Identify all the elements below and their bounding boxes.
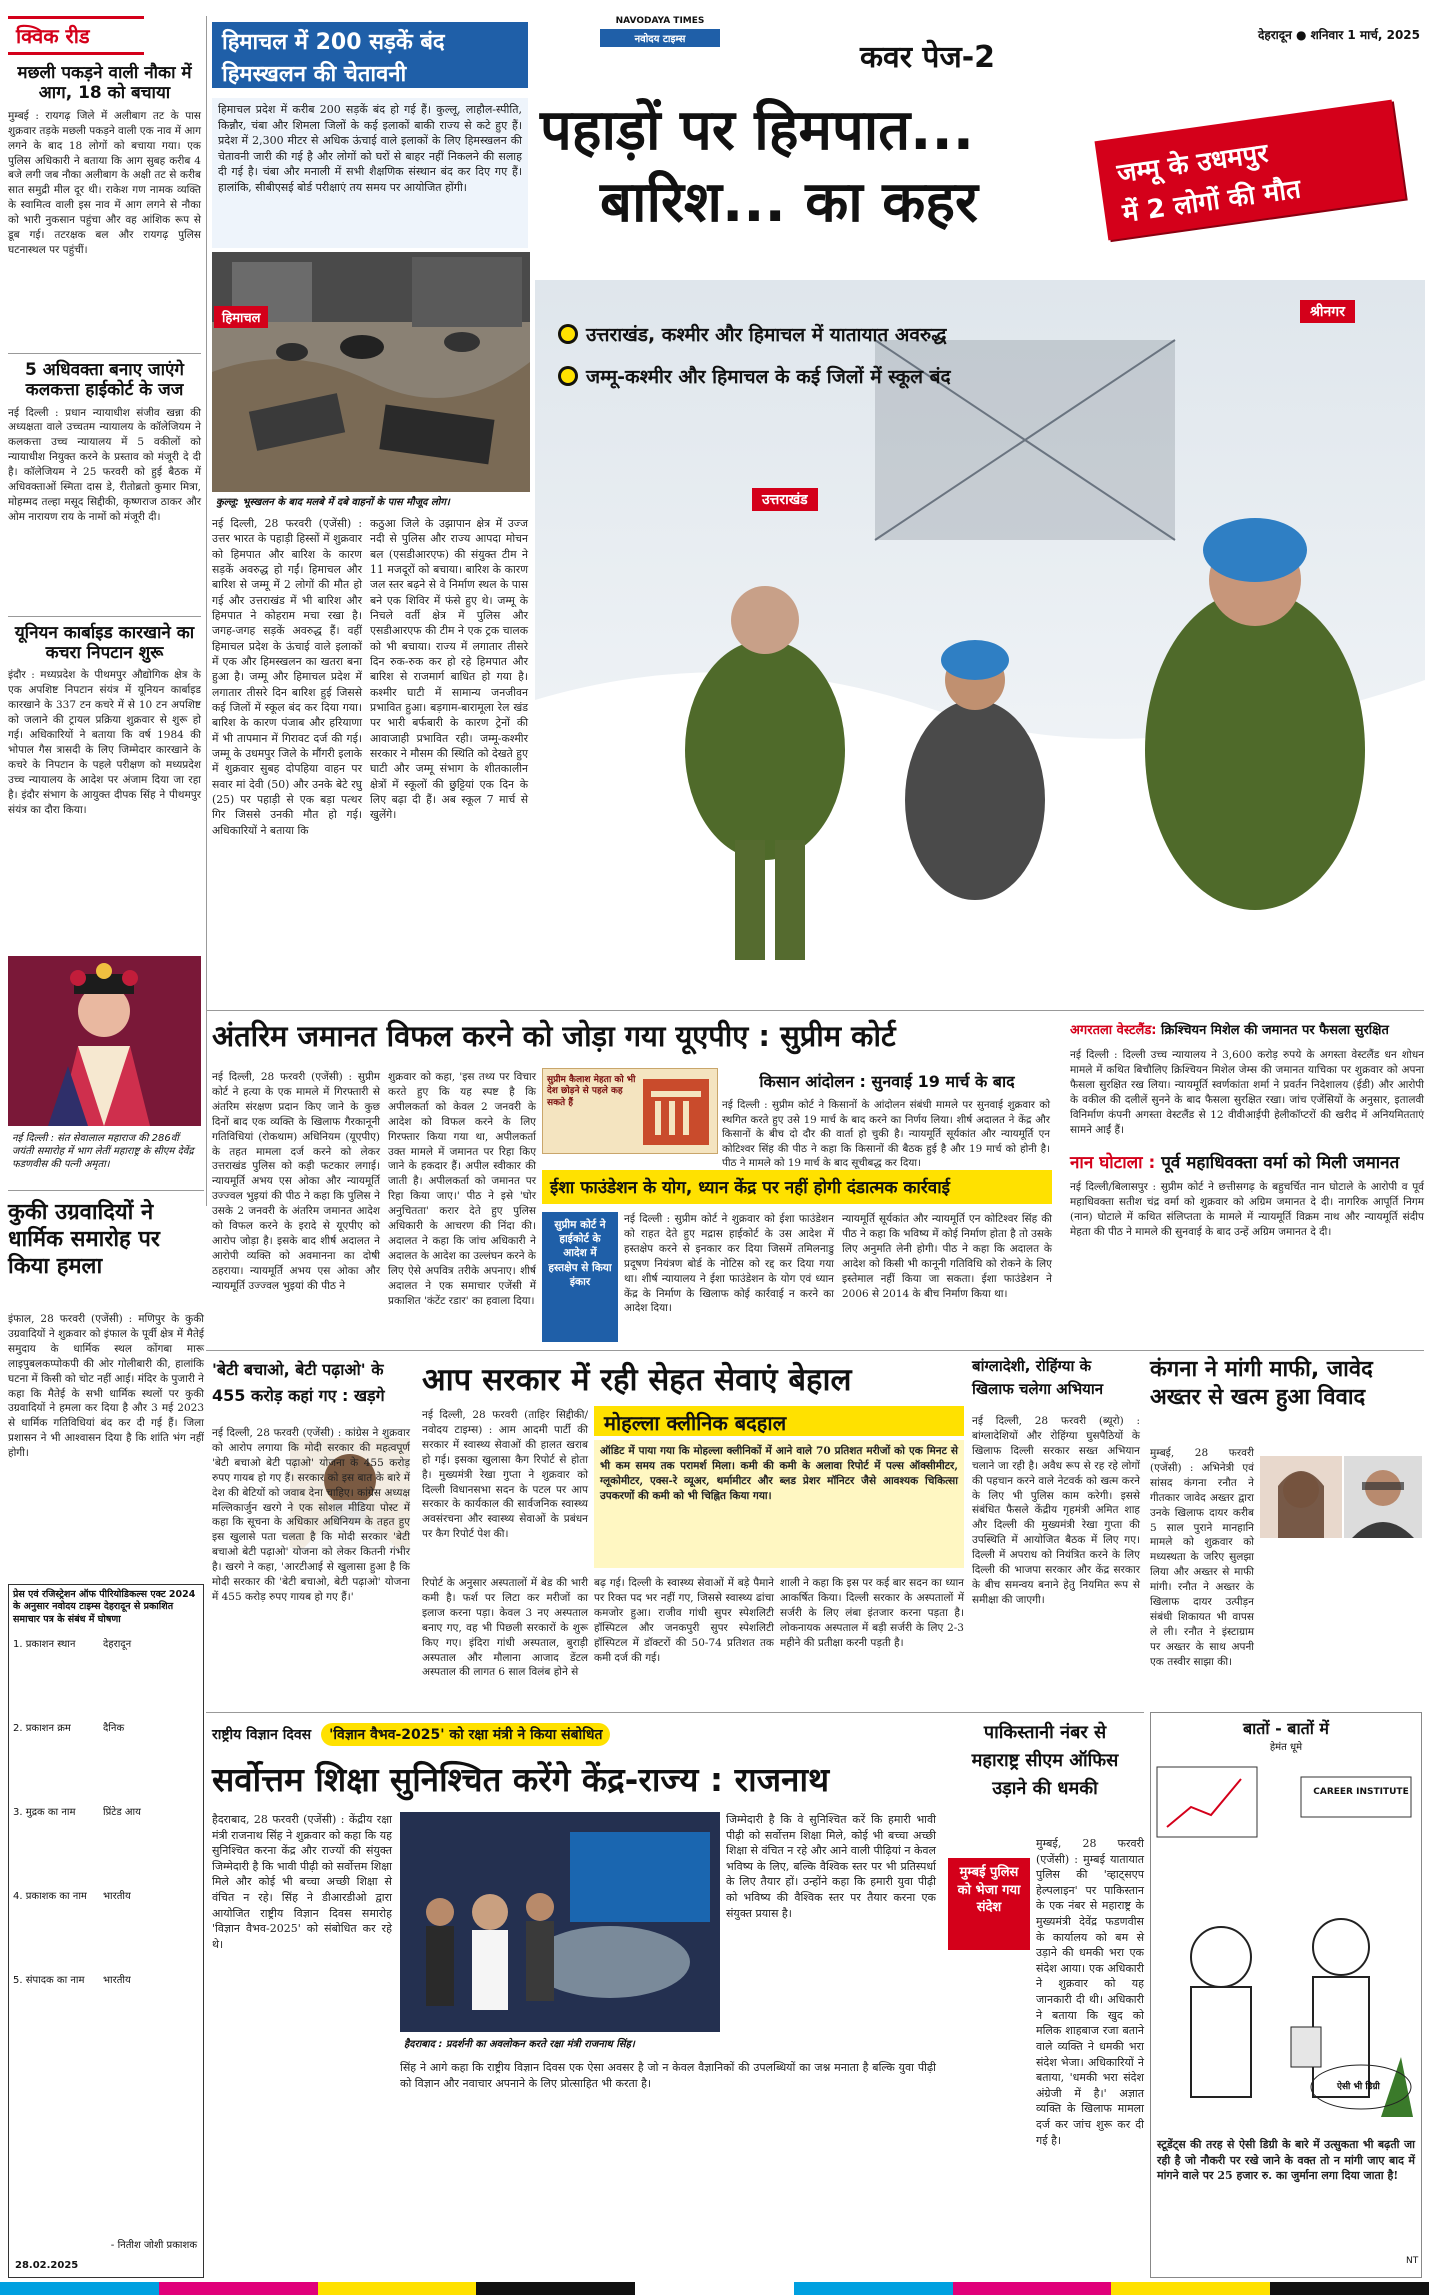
rajnath-body-col1: हैदराबाद, 28 फरवरी (एजेंसी) : केंद्रीय रक्षा मंत्री राजनाथ सिंह ने शुक्रवार को कहा कि यह सुनिश्चित करना केंद्र और राज्यों की संयुक्त जिम्मेदारी है कि भावी पीढ़ी को सर्वोत्तम शिक्षा मिले और कोई भी बच्चा अच्छी शिक्षा से वंचित न रहे। सिंह ने डीआरडीओ द्वारा आयोजित राष्ट्रीय विज्ञान दिवस समारोह 'विज्ञान वैभव-2025' को संबोधित कर रहे थे।	[212, 1813, 392, 1951]
bangladeshi-body: नई दिल्ली, 28 फरवरी (ब्यूरो) : बांग्लादेशियों और रोहिंग्या घुसपैठियों के खिलाफ दिल्ली सरकार सख्त अभियान चलाने जा रही है। अवैध रूप से रह रहे लोगों की पहचान करने वाले नेटवर्क को खत्म करने के लिए भी पुलिस काम करेगी। इससे संबंधित फैसले केंद्रीय गृहमंत्री अमित शाह और दिल्ली की मुख्यमंत्री रेखा गुप्ता की उपस्थिति में आयोजित बैठक में लिए गए। दिल्ली में अपराध को नियंत्रित करने के लिए दिल्ली की भाजपा सरकार और केंद्र सरकार के बीच समन्वय बनाने हेतु नियमित रूप से समीक्षा की जाएगी।	[972, 1415, 1140, 1606]
death-banner-line1: जम्मू के उधमपुर	[1115, 138, 1270, 190]
masthead-hindi: नवोदय टाइम्स	[600, 29, 720, 47]
cartoon-title: बातों - बातों में	[1242, 1719, 1329, 1738]
agartala-tag: अगरतला वेस्टलैंड:	[1070, 1023, 1157, 1038]
section-tag: क्विक रीड	[8, 16, 144, 55]
himachal-headline-1: हिमाचल में 200 सड़कें बंद	[222, 30, 445, 55]
himachal-headline-2: हिमस्खलन की चेतावनी	[222, 62, 407, 87]
himachal-photo-graphic	[212, 252, 530, 492]
uttarakhand-label: उत्तराखंड	[752, 488, 818, 511]
mohalla-body-col2: रिपोर्ट के अनुसार अस्पतालों में बेड की भारी कमी है। फर्श पर लिटा कर मरीजों का इलाज करना पड़ा। केवल 3 नए अस्पताल बनाए गए, वह भी पिछली सरकारों के शुरू किए गए। इंदिरा गांधी अस्पताल, बुराड़ी अस्पताल और मौलाना आजाद डेंटल अस्पताल की लागत 6 साल विलंब होने से	[422, 1577, 588, 1679]
nan-body: नई दिल्ली/बिलासपुर : सुप्रीम कोर्ट ने छत्तीसगढ़ के बहुचर्चित नान घोटाले के आरोपी व पूर्व महाधिवक्ता सतीश चंद्र वर्मा को शुक्रवार को अग्रिम जमानत दे दी। नागरिक आपूर्ति निगम (नान) घोटाले में कथित संलिप्तता के मामले में न्यायमूर्ति विक्रम नाथ और न्यायमूर्ति संदीप मेहता की पीठ ने मामले की सुनवाई के बाद उन्हें अग्रिम जमानत दे दी।	[1070, 1181, 1424, 1238]
quick-item-body: मुम्बई : रायगढ़ जिले में अलीबाग तट के पास शुक्रवार तड़के मछली पकड़ने वाली एक नाव में आग लगने के बाद 18 लोगों को बचाया गया। एक पुलिस अधिकारी ने बताया कि आग सुबह करीब 4 बजे लगी जब नौका अलीबाग के अक्षी तट से करीब सात समुद्री मील दूर थी। राकेश गण नामक व्यक्ति के स्वामित्व वाली इस नाव में आग लगने से नौका को भारी नुकसान पहुंचा और वह आंशिक रूप से डूब गई। तटरक्षक बल और रायगढ़ पुलिस घटनास्थल पर पहुंचीं।	[8, 109, 201, 256]
cartoon-caption: स्टूडेंट्स की तरह से ऐसी डिग्री के बारे में उत्सुकता भी बढ़ती जा रही है जो नौकरी पर रखे जाने के वक्त तो न मांगी जाए बाद में मांगने वाले पर 25 हजार रु. का जुर्माना लगा दिया जाता है!	[1157, 2138, 1415, 2183]
notice-box	[8, 1584, 204, 2278]
kisan-body: नई दिल्ली : सुप्रीम कोर्ट ने किसानों के आंदोलन संबंधी मामले पर सुनवाई शुक्रवार को स्थगित करते हुए उसे 19 मार्च के बाद करने का निर्णय लिया। शीर्ष अदालत ने केंद्र और किसानों के बीच दो दौर की वार्ता हो चुकी है। न्यायमूर्ति सूर्यकांत और न्यायमूर्ति एन कोटिश्वर सिंह की पीठ ने कहा कि किसानों की बैठक हुई है और 19 मार्च को होनी है। पीठ ने मामले को 19 मार्च के बाद सूचीबद्ध कर दिया।	[722, 1099, 1050, 1170]
mohalla-body-col1: नई दिल्ली, 28 फरवरी (ताहिर सिद्दीकी/नवोदय टाइम्स) : आम आदमी पार्टी की सरकार में स्वास्थ्य सेवाओं की हालत खराब हो गई। इसका खुलासा कैग रिपोर्ट से होता है। मुख्यमंत्री रेखा गुप्ता ने शुक्रवार को दिल्ली विधानसभा सदन के पटल पर आप सरकार के कार्यकाल की सार्वजनिक स्वास्थ्य अवसंरचना और स्वास्थ्य सेवाओं के प्रबंधन पर कैग रिपोर्ट पेश की।	[422, 1409, 588, 1541]
rajnath-body-col3: सिंह ने आगे कहा कि राष्ट्रीय विज्ञान दिवस एक ऐसा अवसर है जो न केवल वैज्ञानिकों की उपलब्धियों का जश्न मनाता है बल्कि युवा पीढ़ी को विज्ञान और नवाचार अपनाने के लिए प्रोत्साहित भी करता है।	[400, 2061, 936, 2090]
quick-read-column	[8, 16, 201, 1126]
cartoon-credit: हेमंत धूमे	[1269, 1742, 1303, 1753]
pak-body: मुम्बई, 28 फरवरी (एजेंसी) : मुम्बई यातायात पुलिस की 'व्हाट्सएप हेल्पलाइन' पर पाकिस्तान के एक नंबर से महाराष्ट्र के मुख्यमंत्री देवेंद्र फडणवीस के कार्यालय को बम से उड़ाने की धमकी भरा एक संदेश आया। एक अधिकारी ने शुक्रवार को यह जानकारी दी थी। अधिकारी ने बताया कि खुद को मलिक शाहबाज रजा बताने वाले व्यक्ति ने धमकी भरा संदेश भेजा। अधिकारियों ने बताया, 'धमकी भरा संदेश अंग्रेजी में है।' अज्ञात व्यक्ति के खिलाफ मामला दर्ज कर जांच शुरू कर दी गई है।	[1036, 1837, 1144, 2147]
agartala-body: नई दिल्ली : दिल्ली उच्च न्यायालय ने 3,600 करोड़ रुपये के अगस्ता वेस्टलैंड धन शोधन मामले में कथित बिचौलिए क्रिश्चियन मिशेल जेम्स की जमानत याचिका पर शुक्रवार को अपना फैसला सुरक्षित रख लिया। न्यायमूर्ति स्वर्णकांता शर्मा ने प्रवर्तन निदेशालय (ईडी) और आरोपी के वकील की दलीलें सुनने के बाद फैसला सुरक्षित रखा। जांच एजेंसियों के अनुसार, इतालवी विनिर्माण कंपनी अगस्ता वेस्टलैंड से 12 वीवीआईपी हेलीकॉप्टरों की खरीद में अनियमितताएं सामने आईं हैं।	[1070, 1049, 1424, 1136]
cartoon-panel	[1150, 1712, 1422, 2278]
rajnath-headline: सर्वोत्तम शिक्षा सुनिश्चित करेंगे केंद्र-राज्य : राजनाथ	[212, 1760, 830, 1799]
beti-headline-2: 455 करोड़ कहां गए : खड़गे	[212, 1386, 385, 1405]
bullet-dot-icon	[558, 324, 578, 344]
kuki-body: इंफाल, 28 फरवरी (एजेंसी) : मणिपुर के कुकी उग्रवादियों ने शुक्रवार को इंफाल के पूर्वी क्षेत्र में मैतेई समुदाय के धार्मिक स्थल कोंगबा मारू लाइपुबलकप्पोकपी की ओर गोलीबारी की, हालांकि घटना में किसी को चोट नहीं आई। मंदिर के पुजारी ने कहा कि मैतेई के सभी धार्मिक स्थलों पर कुकी उग्रवादियों ने हमला कर दिया है और 3 मई 2023 से धार्मिक गतिविधियां बंद कर दी गई हैं। जिला प्रशासन ने भी आश्वासन दिया है कि शांति भंग नहीं होगी।	[8, 1313, 204, 1460]
isha-body-col2: न्यायमूर्ति सूर्यकांत और न्यायमूर्ति एन कोटिश्वर सिंह की पीठ ने कहा कि भविष्य में कोई निर्माण होता है तो उसके लिए अनुमति लेनी होगी। पीठ ने कहा कि अदालत के आदेश को किसी भी कानूनी गतिविधि को रोकने के लिए इस्तेमाल नहीं किया जा सकता। ईशा फाउंडेशन ने 2006 से 2014 के बीच निर्माण किया था।	[842, 1213, 1052, 1300]
himachal-body: हिमाचल प्रदेश में करीब 200 सड़कें बंद हो गई हैं। कुल्लू, लाहौल-स्पीति, किन्नौर, चंबा और शिमला जिलों के कई इलाकों बाकी राज्य से कटे हुए हैं। प्रदेश में 2,300 मीटर से अधिक ऊंचाई वाले इलाकों के लिए हिमस्खलन की चेतावनी जारी की गई है और लोगों को घरों से बाहर नहीं निकलने की सलाह दी गई है। चंबा और मनाली में सभी शैक्षणिक संस्थान बंद कर दिए गए हैं। हालांकि, सीबीएसई बोर्ड परीक्षाएं तय समय पर आयोजित होंगी।	[212, 98, 528, 248]
mohalla-body-col3: बढ़ गई। दिल्ली के स्वास्थ्य सेवाओं में बड़े पैमाने पर रिक्त पद भर नहीं गए, जिससे स्वास्थ्य ढांचा कमजोर हुआ। राजीव गांधी सुपर स्पेशलिटी हॉस्पिटल और जनकपुरी सुपर स्पेशलिटी हॉस्पिटल में डॉक्टरों की 50-74 प्रतिशत तक कमी दर्ज की गई।	[594, 1577, 774, 1664]
cartoon-speech: ऐसी भी डिग्री	[1337, 2082, 1380, 2092]
sc-body-col1: नई दिल्ली, 28 फरवरी (एजेंसी) : सुप्रीम कोर्ट ने हत्या के एक मामले में गिरफ्तारी से अंतरिम संरक्षण प्रदान किए जाने के कुछ दिनों बाद एक व्यक्ति के खिलाफ गैरकानूनी गतिविधियां (रोकथाम) अधिनियम (यूएपीए) के तहत मामला दर्ज करने को लेकर उत्तराखंड पुलिस को कड़ी फटकार लगाई। न्यायमूर्ति अभय एस ओका और न्यायमूर्ति उज्ज्वल भुइयां की पीठ ने कहा कि पुलिस ने उसके 2 जनवरी के अंतरिम जमानत आदेश को विफल करने के इरादे से यूएपीए को आरोप जोड़ा है। इसके बाद शीर्ष अदालत ने आरोपी व्यक्ति को अवमानना का दोषी ठहराया। न्यायमूर्ति अभय एस ओका और न्यायमूर्ति उज्ज्वल भुइयां की पीठ ने	[212, 1071, 380, 1292]
nan-tag: नान घोटाला :	[1070, 1153, 1156, 1173]
bangladeshi-headline	[972, 1356, 1142, 1408]
nan-head	[1070, 1150, 1424, 1176]
quick-item-3	[8, 623, 201, 937]
javed-photo	[1344, 1456, 1422, 1538]
quick-item-title: यूनियन कार्बाइड कारखाने का कचरा निपटान शुरू	[14, 622, 195, 663]
kangana-photo	[1260, 1456, 1342, 1538]
agartala-head	[1070, 1020, 1424, 1044]
notice-rows	[13, 1636, 199, 1986]
mohalla-subhead: मोहल्ला क्लीनिक बदहाल	[604, 1411, 787, 1435]
ramp-photo-graphic	[8, 956, 201, 1126]
pak-headline-3: उड़ाने की धमकी	[992, 1778, 1098, 1799]
dateline: देहरादून ● शनिवार 1 मार्च, 2025	[1258, 28, 1420, 42]
masthead-english: NAVODAYA TIMES	[615, 16, 705, 26]
quick-item-title: 5 अधिवक्ता बनाए जाएंगे कलकत्ता हाईकोर्ट के जज	[24, 359, 185, 401]
isha-headline: ईशा फाउंडेशन के योग, ध्यान केंद्र पर नहीं होगी दंडात्मक कार्रवाई	[550, 1178, 950, 1198]
himachal-headline-box	[212, 22, 528, 88]
sc-headline: अंतरिम जमानत विफल करने को जोड़ा गया यूएपीए : सुप्रीम कोर्ट	[212, 1019, 896, 1053]
death-banner-line2: में 2 लोगों की मौत	[1120, 174, 1303, 229]
footer-code: NT	[1406, 2256, 1419, 2266]
sc-body-col2: शुक्रवार को कहा, 'इस तथ्य पर विचार करते हुए कि यह स्पष्ट है कि अपीलकर्ता को केवल 2 जनवरी के आदेश को विफल करने के लिए गिरफ्तार किया गया था, अपीलकर्ता उक्त मामले में जमानत पर रिहा किए जाने के हकदार हैं। अपील स्वीकार की जाती है। अपीलकर्ता को जमानत पर रिहा किया जाए।' पीठ ने इसे 'घोर अनुचितता' करार देते हुए पुलिस अधिकारी के आचरण की निंदा की। अदालत ने कहा कि जांच अधिकारी ने अदालत के आदेश का उल्लंघन करने के लिए ऐसे अपवित्र तरीके अपनाए। शीर्ष अदालत ने एक समाचार एजेंसी में प्रकाशित 'कंटेंट रडार' का हवाला दिया।	[388, 1071, 536, 1307]
pak-headline-2: महाराष्ट्र सीएम ऑफिस	[971, 1750, 1119, 1771]
himachal-photo	[212, 252, 530, 492]
kisan-headline: किसान आंदोलन : सुनवाई 19 मार्च के बाद	[759, 1072, 1015, 1091]
ramp-photo	[8, 956, 201, 1126]
kuki-headline: कुकी उग्रवादियों ने धार्मिक समारोह पर किया हमला	[8, 1200, 160, 1279]
mohalla-body-col4: शाली ने कहा कि इस पर कई बार सदन का ध्यान आकर्षित किया। दिल्ली सरकार के अस्पतालों में सर्जरी के लिए लंबा इंतजार करना पड़ता है। लोकनायक अस्पताल में बड़ी सर्जरी के लिए 2-3 महीने की प्रतीक्षा करनी पड़ती है।	[780, 1577, 964, 1649]
bullet-text: जम्मू-कश्मीर और हिमाचल के कई जिलों में स्कूल बंद	[586, 366, 951, 388]
notice-row: 1. प्रकाशन स्थान देहरादून	[13, 1639, 132, 1651]
vigyan-tag: 'विज्ञान वैभव-2025' को रक्षा मंत्री ने किया संबोधित	[321, 1723, 610, 1746]
pak-headline	[946, 1720, 1144, 1830]
sc-inset-text: सुप्रीम कैलाश मेहता को भी देश छोड़ने से पहले कह सकते हैं	[547, 1075, 636, 1108]
page-label: कवर पेज-2	[860, 40, 996, 75]
javed-portrait	[1344, 1456, 1422, 1538]
kangana-portrait	[1260, 1456, 1342, 1538]
lead-headline	[540, 100, 1100, 290]
notice-row: 3. मुद्रक का नाम प्रिंटेड आय	[13, 1807, 141, 1819]
notice-title: प्रेस एवं रजिस्ट्रेशन ऑफ पीरियोडिकल्स एक्ट 2024 के अनुसार नवोदय टाइम्स देहरादून से प्रकाशित समाचार पत्र के संबंध में घोषणा	[13, 1589, 196, 1625]
ramp-photo-caption: नई दिल्ली : संत सेवालाल महाराज की 286वीं जयंती समारोह में भाग लेतीं महाराष्ट्र के सीएम देवेंद्र फडणवीस की पत्नी अमृता।	[8, 1130, 201, 1182]
mohalla-headline: आप सरकार में रही सेहत सेवाएं बेहाल	[422, 1362, 852, 1398]
bangladeshi-headline-1: बांग्लादेशी, रोहिंग्या के	[972, 1357, 1092, 1375]
mohalla-subhead-box	[594, 1406, 964, 1436]
beti-body: नई दिल्ली, 28 फरवरी (एजेंसी) : कांग्रेस ने शुक्रवार को आरोप लगाया कि मोदी सरकार की महत्वपूर्ण 'बेटी बचाओ बेटी पढ़ाओ' योजना के 455 करोड़ रुपए गायब हो गए हैं। सरकार को इस बात के बारे में देश की बेटियों को जवाब देना चाहिए। कांग्रेस अध्यक्ष मल्लिकार्जुन खरगे ने एक सोशल मीडिया पोस्ट में कहा कि सूचना के अधिकार अधिनियम के तहत हुए इस खुलासे पता चलता है कि मोदी सरकार 'बेटी बचाओ बेटी पढ़ाओ' योजना को लेकर कितनी गंभीर है। खरगे ने कहा, 'आरटीआई से खुलासा हुआ है कि मोदी सरकार की 'बेटी बचाओ, बेटी पढ़ाओ' योजना में 455 करोड़ रुपए गायब हो गए हैं।'	[212, 1427, 410, 1603]
rajnath-photo	[400, 1812, 720, 2032]
death-banner	[1095, 100, 1406, 241]
footer-strip	[0, 2282, 1429, 2295]
kangana-body: मुम्बई, 28 फरवरी (एजेंसी) : अभिनेत्री एवं सांसद कंगना रनौत ने गीतकार जावेद अख्तर द्वारा उनके खिलाफ दायर करीब 5 साल पुराने मानहानि मामले को शुक्रवार को मध्यस्थता के जरिए सुलझा लिया और अख्तर से माफी मांगी। रनौत ने अख्तर के खिलाफ दायर उत्पीड़न संबंधी शिकायत भी वापस ले ली। रनौत ने इंस्टाग्राम पर अख्तर के साथ अपनी एक तस्वीर साझा की।	[1150, 1447, 1254, 1668]
isha-body-col1: नई दिल्ली : सुप्रीम कोर्ट ने शुक्रवार को ईशा फाउंडेशन को राहत देते हुए मद्रास हाईकोर्ट के उस आदेश में हस्तक्षेप करने से इनकार कर दिया जिसमें तमिलनाडु प्रदूषण नियंत्रण बोर्ड के नोटिस को रद्द कर दिया गया था। शीर्ष न्यायालय ने ईशा फाउंडेशन के योग एवं ध्यान केंद्र के निर्माण के खिलाफ कोई कार्रवाई न करने का आदेश दिया।	[624, 1213, 834, 1315]
beti-headline-1: 'बेटी बचाओ, बेटी पढ़ाओ' के	[212, 1360, 384, 1379]
rajnath-body-col2: जिम्मेदारी है कि वे सुनिश्चित करें कि हमारी भावी पीढ़ी को सर्वोत्तम शिक्षा मिले, कोई भी बच्चा अच्छी शिक्षा से वंचित न रहे और आने वाली पीढ़ियां न केवल भविष्य के लिए, बल्कि वैश्विक स्तर पर भी प्रतिस्पर्धा के लिए तैयार हों। उन्होंने कहा कि हमारी युवा पीढ़ी को भविष्य की वैश्विक स्तर पर तैयार करना एक संयुक्त प्रयास है।	[726, 1813, 936, 1920]
bullet-dot-icon	[558, 366, 578, 386]
agartala-headline: क्रिश्चियन मिशेल की जमानत पर फैसला सुरक्षित	[1161, 1023, 1389, 1038]
himachal-photo-label: हिमाचल	[214, 306, 268, 328]
masthead	[600, 16, 720, 54]
notice-date: 28.02.2025	[15, 2260, 79, 2271]
lead-body-col2: कठुआ जिले के उझापान क्षेत्र में उज्ज नदी से पुलिस और राज्य आपदा मोचन बल (एसडीआरएफ) की संयुक्त टीम ने 11 मजदूरों को बचाया। बारिश के कारण जल स्तर बढ़ने से वे निर्माण स्थल के पास बने एक शिविर में फंसे हुए थे। जम्मू के निचले वर्ती क्षेत्र में पुलिस और एसडीआरएफ की टीम ने एक ट्रक चालक को भी बचाया। राज्य में लगातार तीसरे दिन रुक-रुक कर हो रहे हिमपात और बारिश से राजमार्ग बाधित हो गया है। कश्मीर घाटी में सामान्य जनजीवन प्रभावित हुआ। बड़गाम-बारामूला रेल खंड पर भारी बर्फबारी के कारण ट्रेनों की आवाजाही प्रभावित रही। जम्मू-कश्मीर सरकार ने मौसम की स्थिति को देखते हुए घाटी और जम्मू संभाग के शीतकालीन क्षेत्रों में स्कूलों की छुट्टियां एक दिन के लिए बढ़ा दी हैं। अब स्कूल 7 मार्च से खुलेंगे।	[370, 517, 528, 822]
pak-boxed: मुम्बई पुलिस को भेजा गया संदेश	[948, 1858, 1030, 1950]
science-day-tag: राष्ट्रीय विज्ञान दिवस	[212, 1726, 312, 1743]
isha-headline-box	[542, 1170, 1052, 1204]
quick-item-1	[8, 63, 201, 347]
himachal-photo-caption: कुल्लू: भूस्खलन के बाद मलबे में दबे वाहनों के पास मौजूद लोग।	[212, 492, 530, 510]
lead-body-col1: नई दिल्ली, 28 फरवरी (एजेंसी) : उत्तर भारत के पहाड़ी हिस्सों में शुक्रवार को हिमपात और बारिश के कारण सड़कें अवरुद्ध हो गईं। हिमाचल और बारिश से जम्मू में 2 लोगों की मौत हो गई और उत्तराखंड में भी बारिश और हिमपात ने कोहराम मचा रखा है। जगह-जगह सड़कें अवरुद्ध हैं। वहीं हिमाचल प्रदेश के ऊंचाई वाले इलाकों में एक और हिमस्खलन का खतरा बना हुआ है। जम्मू और हिमाचल प्रदेश में लगातार तीसरे दिन बारिश हुई जिससे कई जिलों में स्कूल बंद कर दिया गया। बारिश के कारण पंजाब और हरियाणा में भी तापमान में गिरावट दर्ज की गई। जम्मू के उधमपुर जिले के मौंगरी इलाके में शुक्रवार सुबह दोपहिया वाहन पर सवार मां देवी (50) और उनके बेटे रघु (25) पर पहाड़ी से एक बड़ा पत्थर गिर जिससे उनकी मौत हो गई। अधिकारियों ने बताया कि	[212, 517, 362, 837]
notice-row: 4. प्रकाशक का नाम भारतीय	[13, 1891, 131, 1903]
bullet-1	[558, 316, 1138, 352]
kangana-headline: कंगना ने मांगी माफी, जावेद अख्तर से खत्म हुआ विवाद	[1150, 1357, 1373, 1410]
notice-signature: - नितीश जोशी प्रकाशक	[110, 2240, 197, 2251]
bullet-2	[558, 358, 1138, 394]
pak-headline-1: पाकिस्तानी नंबर से	[983, 1722, 1107, 1743]
lead-bullets	[558, 316, 1138, 402]
bullet-text: उत्तराखंड, कश्मीर और हिमाचल में यातायात अवरुद्ध	[586, 324, 947, 346]
quick-item-body: नई दिल्ली : प्रधान न्यायाधीश संजीव खन्ना की अध्यक्षता वाले उच्चतम न्यायालय के कॉलेजियम ने कलकत्ता उच्च न्यायालय में 5 वकीलों को न्यायाधीश नियुक्त करने के प्रस्ताव को मंजूरी दे दी है। कॉलेजियम ने 25 फरवरी को हुई बैठक में अधिवक्ताओं स्मिता दास डे, रीतोब्रतो कुमार मित्रा, मोहम्मद तल्हा मसूद सिद्दीकी, कृष्णराज ठाकर और ओम नारायण राय के नामों को मंजूरी दी।	[8, 406, 201, 523]
rajnath-tags	[212, 1720, 942, 1748]
quick-item-body: इंदौर : मध्यप्रदेश के पीथमपुर औद्योगिक क्षेत्र के एक अपशिष्ट निपटान संयंत्र में यूनियन कार्बाइड कारखाने के 337 टन कचरे में से 10 टन अपशिष्ट को जलाने की ट्रायल प्रक्रिया शुक्रवार से शुरू हो गई। अधिकारियों ने बताया कि वर्ष 1984 की भोपाल गैस त्रासदी के लिए जिम्मेदार कारखाने के कचरे के निपटान के पहले परीक्षण को मध्यप्रदेश उच्च न्यायालय के आदेश पर अंजाम दिया जा रहा है। इंदौर संभाग के आयुक्त दीपक सिंह ने पीथमपुर संयंत्र का दौरा किया।	[8, 669, 201, 816]
notice-row: 2. प्रकाशन क्रम दैनिक	[13, 1723, 125, 1735]
notice-row: 5. संपादक का नाम भारतीय	[13, 1975, 131, 1987]
beti-headline	[212, 1358, 412, 1420]
quick-item-title: मछली पकड़ने वाली नौका में आग, 18 को बचाया	[17, 63, 192, 104]
lead-headline-1: पहाड़ों पर हिमपात...	[540, 98, 974, 163]
lead-headline-2: बारिश... का कहर	[600, 169, 978, 235]
nan-headline: पूर्व महाधिवक्ता वर्मा को मिली जमानत	[1161, 1153, 1400, 1173]
rajnath-photo-caption: हैदराबाद : प्रदर्शनी का अवलोकन करते रक्षा मंत्री राजनाथ सिंह।	[400, 2034, 720, 2052]
mohalla-highlight: ऑडिट में पाया गया कि मोहल्ला क्लीनिकों में आने वाले 70 प्रतिशत मरीजों को एक मिनट से भी कम समय तक परामर्श मिला। कमी की कमी के अलावा रिपोर्ट में पल्स ऑक्सीमीटर, ग्लूकोमीटर, एक्स-रे व्यूअर, थर्मामीटर और ब्लड प्रेशर मॉनिटर जैसे आवश्यक चिकित्सा उपकरणों की कमी को भी चिह्नित किया गया।	[594, 1440, 964, 1568]
isha-sidebox: सुप्रीम कोर्ट ने हाईकोर्ट के आदेश में हस्तक्षेप से किया इंकार	[542, 1212, 618, 1342]
sc-inset-graphic	[542, 1068, 718, 1154]
bangladeshi-headline-2: खिलाफ चलेगा अभियान	[972, 1380, 1104, 1398]
srinagar-label: श्रीनगर	[1300, 300, 1355, 323]
cartoon-sign: CAREER INSTITUTE	[1313, 1787, 1409, 1797]
rajnath-photo-graphic	[400, 1812, 720, 2032]
quick-item-2	[8, 360, 201, 610]
